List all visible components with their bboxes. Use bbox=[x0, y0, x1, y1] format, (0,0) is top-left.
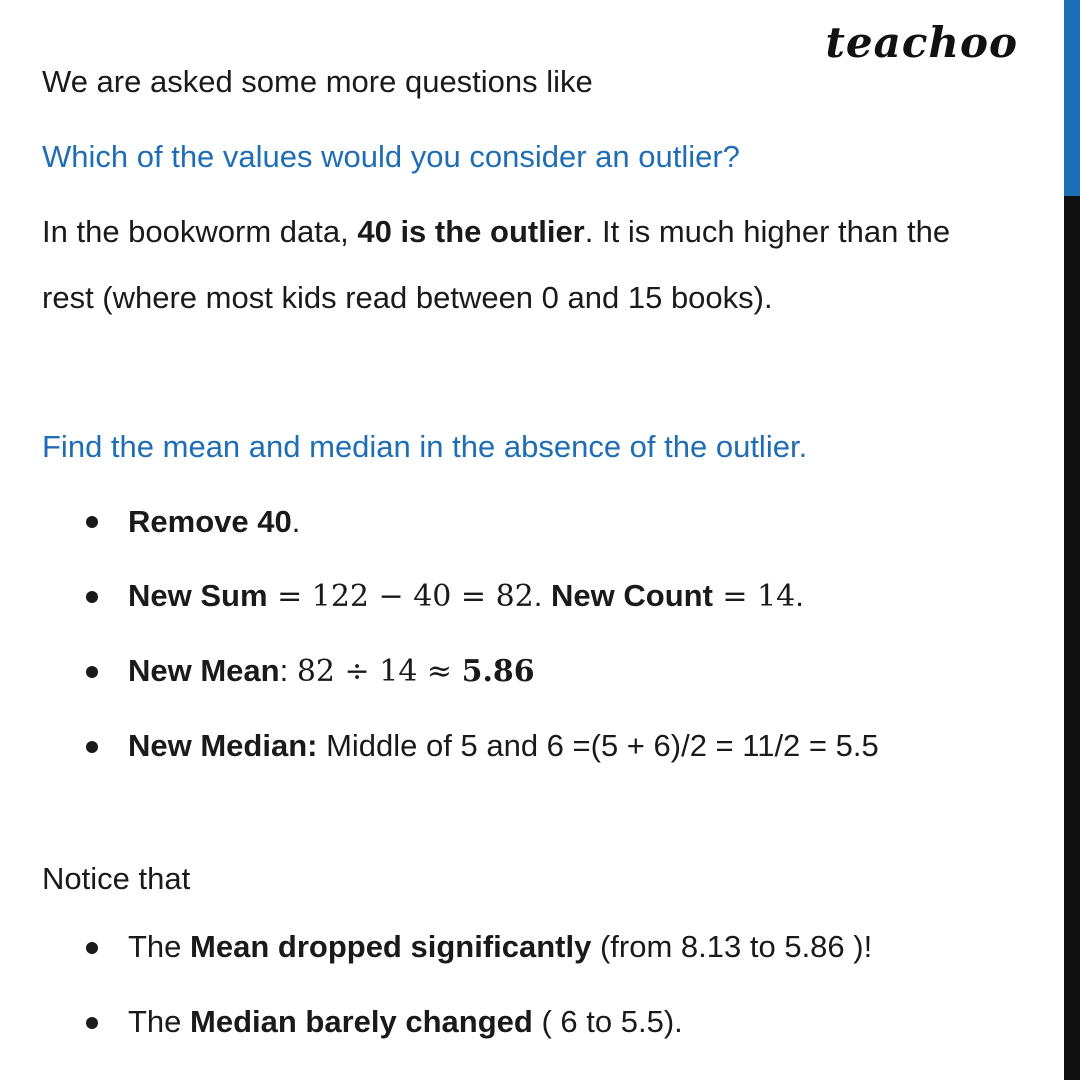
step-new-sum bbox=[128, 578, 804, 615]
observation-highlight: Mean dropped significantly bbox=[190, 929, 592, 964]
observation-text: (from 8.13 to 5.86 )! bbox=[591, 929, 873, 964]
observation-text: The bbox=[128, 1004, 191, 1039]
step-text: . bbox=[533, 578, 552, 613]
step-new-median bbox=[128, 728, 879, 764]
observation-highlight: Median barely changed bbox=[190, 1004, 533, 1039]
bullet-dot bbox=[86, 516, 98, 528]
answer-text: . It is much higher than the bbox=[584, 214, 951, 249]
answer-outlier-line-2: rest (where most kids read between 0 and 15 books). bbox=[42, 280, 773, 315]
observation-text: ( 6 to 5.5). bbox=[532, 1004, 683, 1039]
question-mean-median: Find the mean and median in the absence of the outlier. bbox=[42, 429, 808, 464]
observation-text: The bbox=[128, 929, 191, 964]
observation-mean bbox=[128, 929, 872, 965]
step-text: Middle of 5 and 6 =(5 + 6)/2 = 11/2 = 5.5 bbox=[317, 728, 879, 763]
observation-median bbox=[128, 1004, 683, 1040]
step-label: New Mean bbox=[128, 653, 280, 688]
step-label: New Median: bbox=[128, 728, 318, 763]
answer-text: In the bookworm data, bbox=[42, 214, 358, 249]
scrollbar-track[interactable] bbox=[1064, 0, 1080, 1080]
step-text: : bbox=[279, 653, 297, 688]
step-math: = 14 bbox=[712, 579, 796, 614]
bullet-dot bbox=[86, 1017, 98, 1029]
step-label: Remove 40 bbox=[128, 504, 292, 539]
teachoo-logo: teachoo bbox=[825, 18, 1018, 67]
step-text: . bbox=[795, 578, 804, 613]
step-label: New Count bbox=[551, 578, 713, 613]
step-text: . bbox=[291, 504, 301, 539]
step-math-result: 5.86 bbox=[461, 654, 535, 689]
step-label: New Sum bbox=[128, 578, 268, 613]
bullet-dot bbox=[86, 666, 98, 678]
question-outlier: Which of the values would you consider an outlier? bbox=[42, 139, 740, 174]
scrollbar-thumb[interactable] bbox=[1064, 0, 1080, 196]
step-remove bbox=[128, 504, 300, 540]
bullet-dot bbox=[86, 741, 98, 753]
answer-outlier-line-1 bbox=[42, 214, 950, 250]
intro-text: We are asked some more questions like bbox=[42, 64, 593, 99]
notice-heading: Notice that bbox=[42, 861, 191, 896]
step-math: 82 ÷ 14 ≈ bbox=[296, 654, 462, 689]
bullet-dot bbox=[86, 591, 98, 603]
step-math: = 122 − 40 = 82 bbox=[267, 579, 534, 614]
step-new-mean bbox=[128, 653, 535, 690]
bullet-dot bbox=[86, 942, 98, 954]
answer-highlight: 40 is the outlier bbox=[357, 214, 585, 249]
